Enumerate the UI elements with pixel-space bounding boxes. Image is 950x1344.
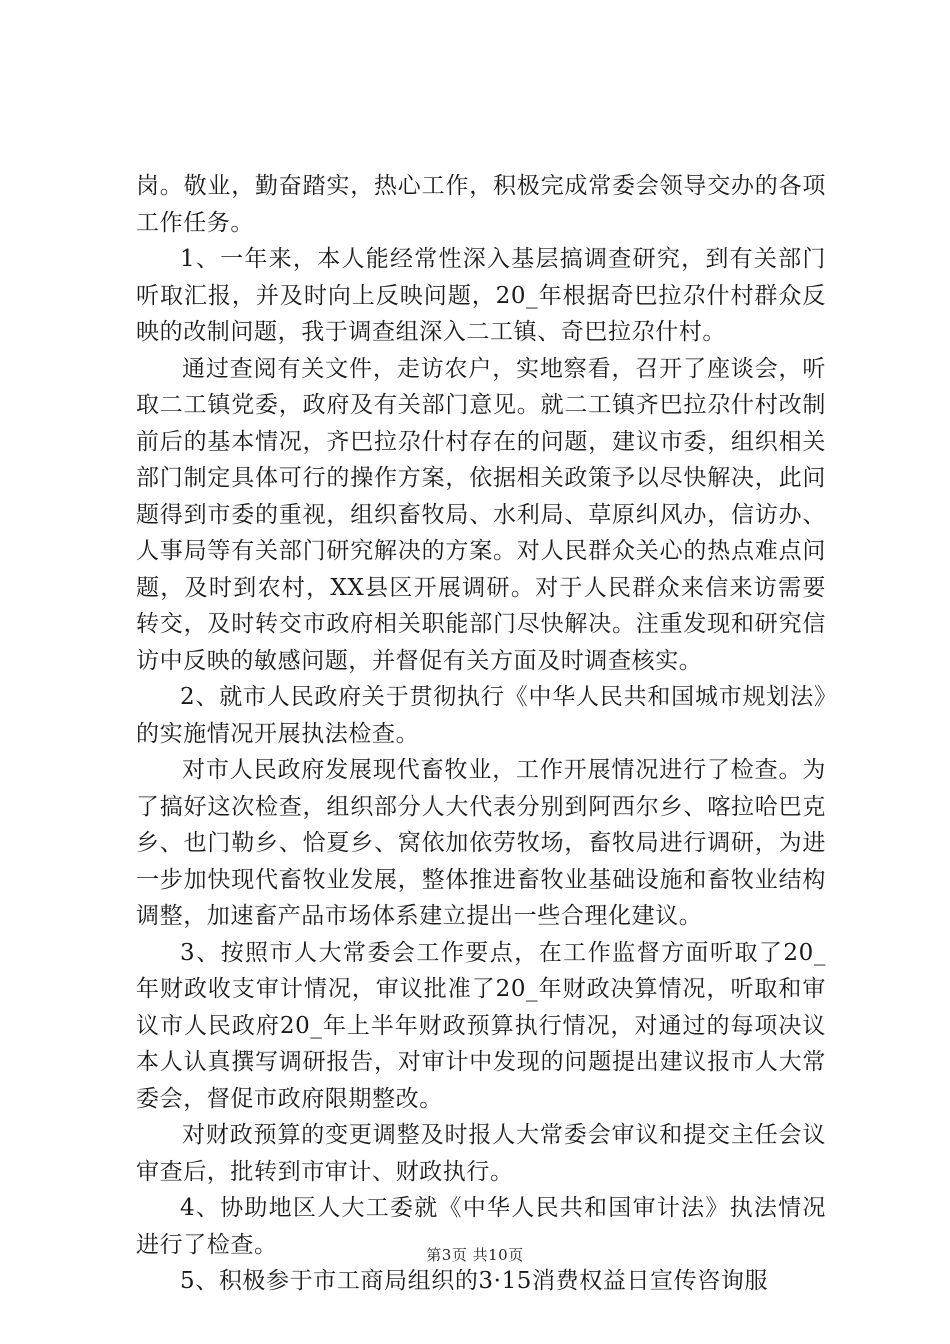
paragraph-item-1-detail: 通过查阅有关文件，走访农户，实地察看，召开了座谈会，听取二工镇党委，政府及有关部门意见。就二工镇齐巴拉尕什村改制前后的基本情况，齐巴拉尕什村存在的问题，建议市委，组织相关部门制定具体可行的操作方案，依据相关政策予以尽快解决，此问题得到市委的重视，组织畜牧局、水利局、草原纠风办，信访办、人事局等有关部门研究解决的方案。对人民群众关心的热点难点问题，及时到农村，XX县区开展调研。对于人民群众来信来访需要转交，及时转交市政府相关职能部门尽快解决。注重发现和研究信访中反映的敏感问题，并督促有关方面及时调查核实。 [136, 355, 826, 674]
paragraph-item-1: 1、一年来，本人能经常性深入基层搞调查研究，到有关部门听取汇报，并及时向上反映问题，20_年根据奇巴拉尕什村群众反映的改制问题，我于调查组深入二工镇、奇巴拉尕什村。 [136, 246, 826, 345]
paragraph-item-2-detail: 对市人民政府发展现代畜牧业，工作开展情况进行了检查。为了搞好这次检查，组织部分人大代表分别到阿西尔乡、喀拉哈巴克乡、也门勒乡、恰夏乡、窝依加依劳牧场，畜牧局进行调研，为进一步加快现代畜牧业发展，整体推进畜牧业基础设施和畜牧业结构调整，加速畜产品市场体系建立提出一些合理化建议。 [136, 757, 826, 929]
paragraph-item-5: 5、积极参于市工商局组织的3·15消费权益日宣传咨询服 [180, 1268, 769, 1294]
paragraph-item-3: 3、按照市人大常委会工作要点，在工作监督方面听取了20_年财政收支审计情况，审议批准了20_年财政决算情况，听取和审议市人民政府20_年上半年财政预算执行情况，对通过的每项决议本人认真撰写调研报告，对审计中发现的问题提出建议报市人大常委会，督促市政府限期整改。 [136, 939, 826, 1112]
page-number-footer: 第3页 共10页 [426, 1246, 524, 1264]
paragraph-continuation: 岗。敬业，勤奋踏实，热心工作，积极完成常委会领导交办的各项工作任务。 [136, 173, 826, 236]
paragraph-item-2: 2、就市人民政府关于贯彻执行《中华人民共和国城市规划法》的实施情况开展执法检查。 [136, 684, 826, 747]
paragraph-item-3-detail: 对财政预算的变更调整及时报人大常委会审议和提交主任会议审查后，批转到市审计、财政执行。 [136, 1122, 826, 1185]
document-body [136, 168, 826, 1300]
paragraph-item-4: 4、协助地区人大工委就《中华人民共和国审计法》执法情况进行了检查。 [136, 1195, 826, 1258]
